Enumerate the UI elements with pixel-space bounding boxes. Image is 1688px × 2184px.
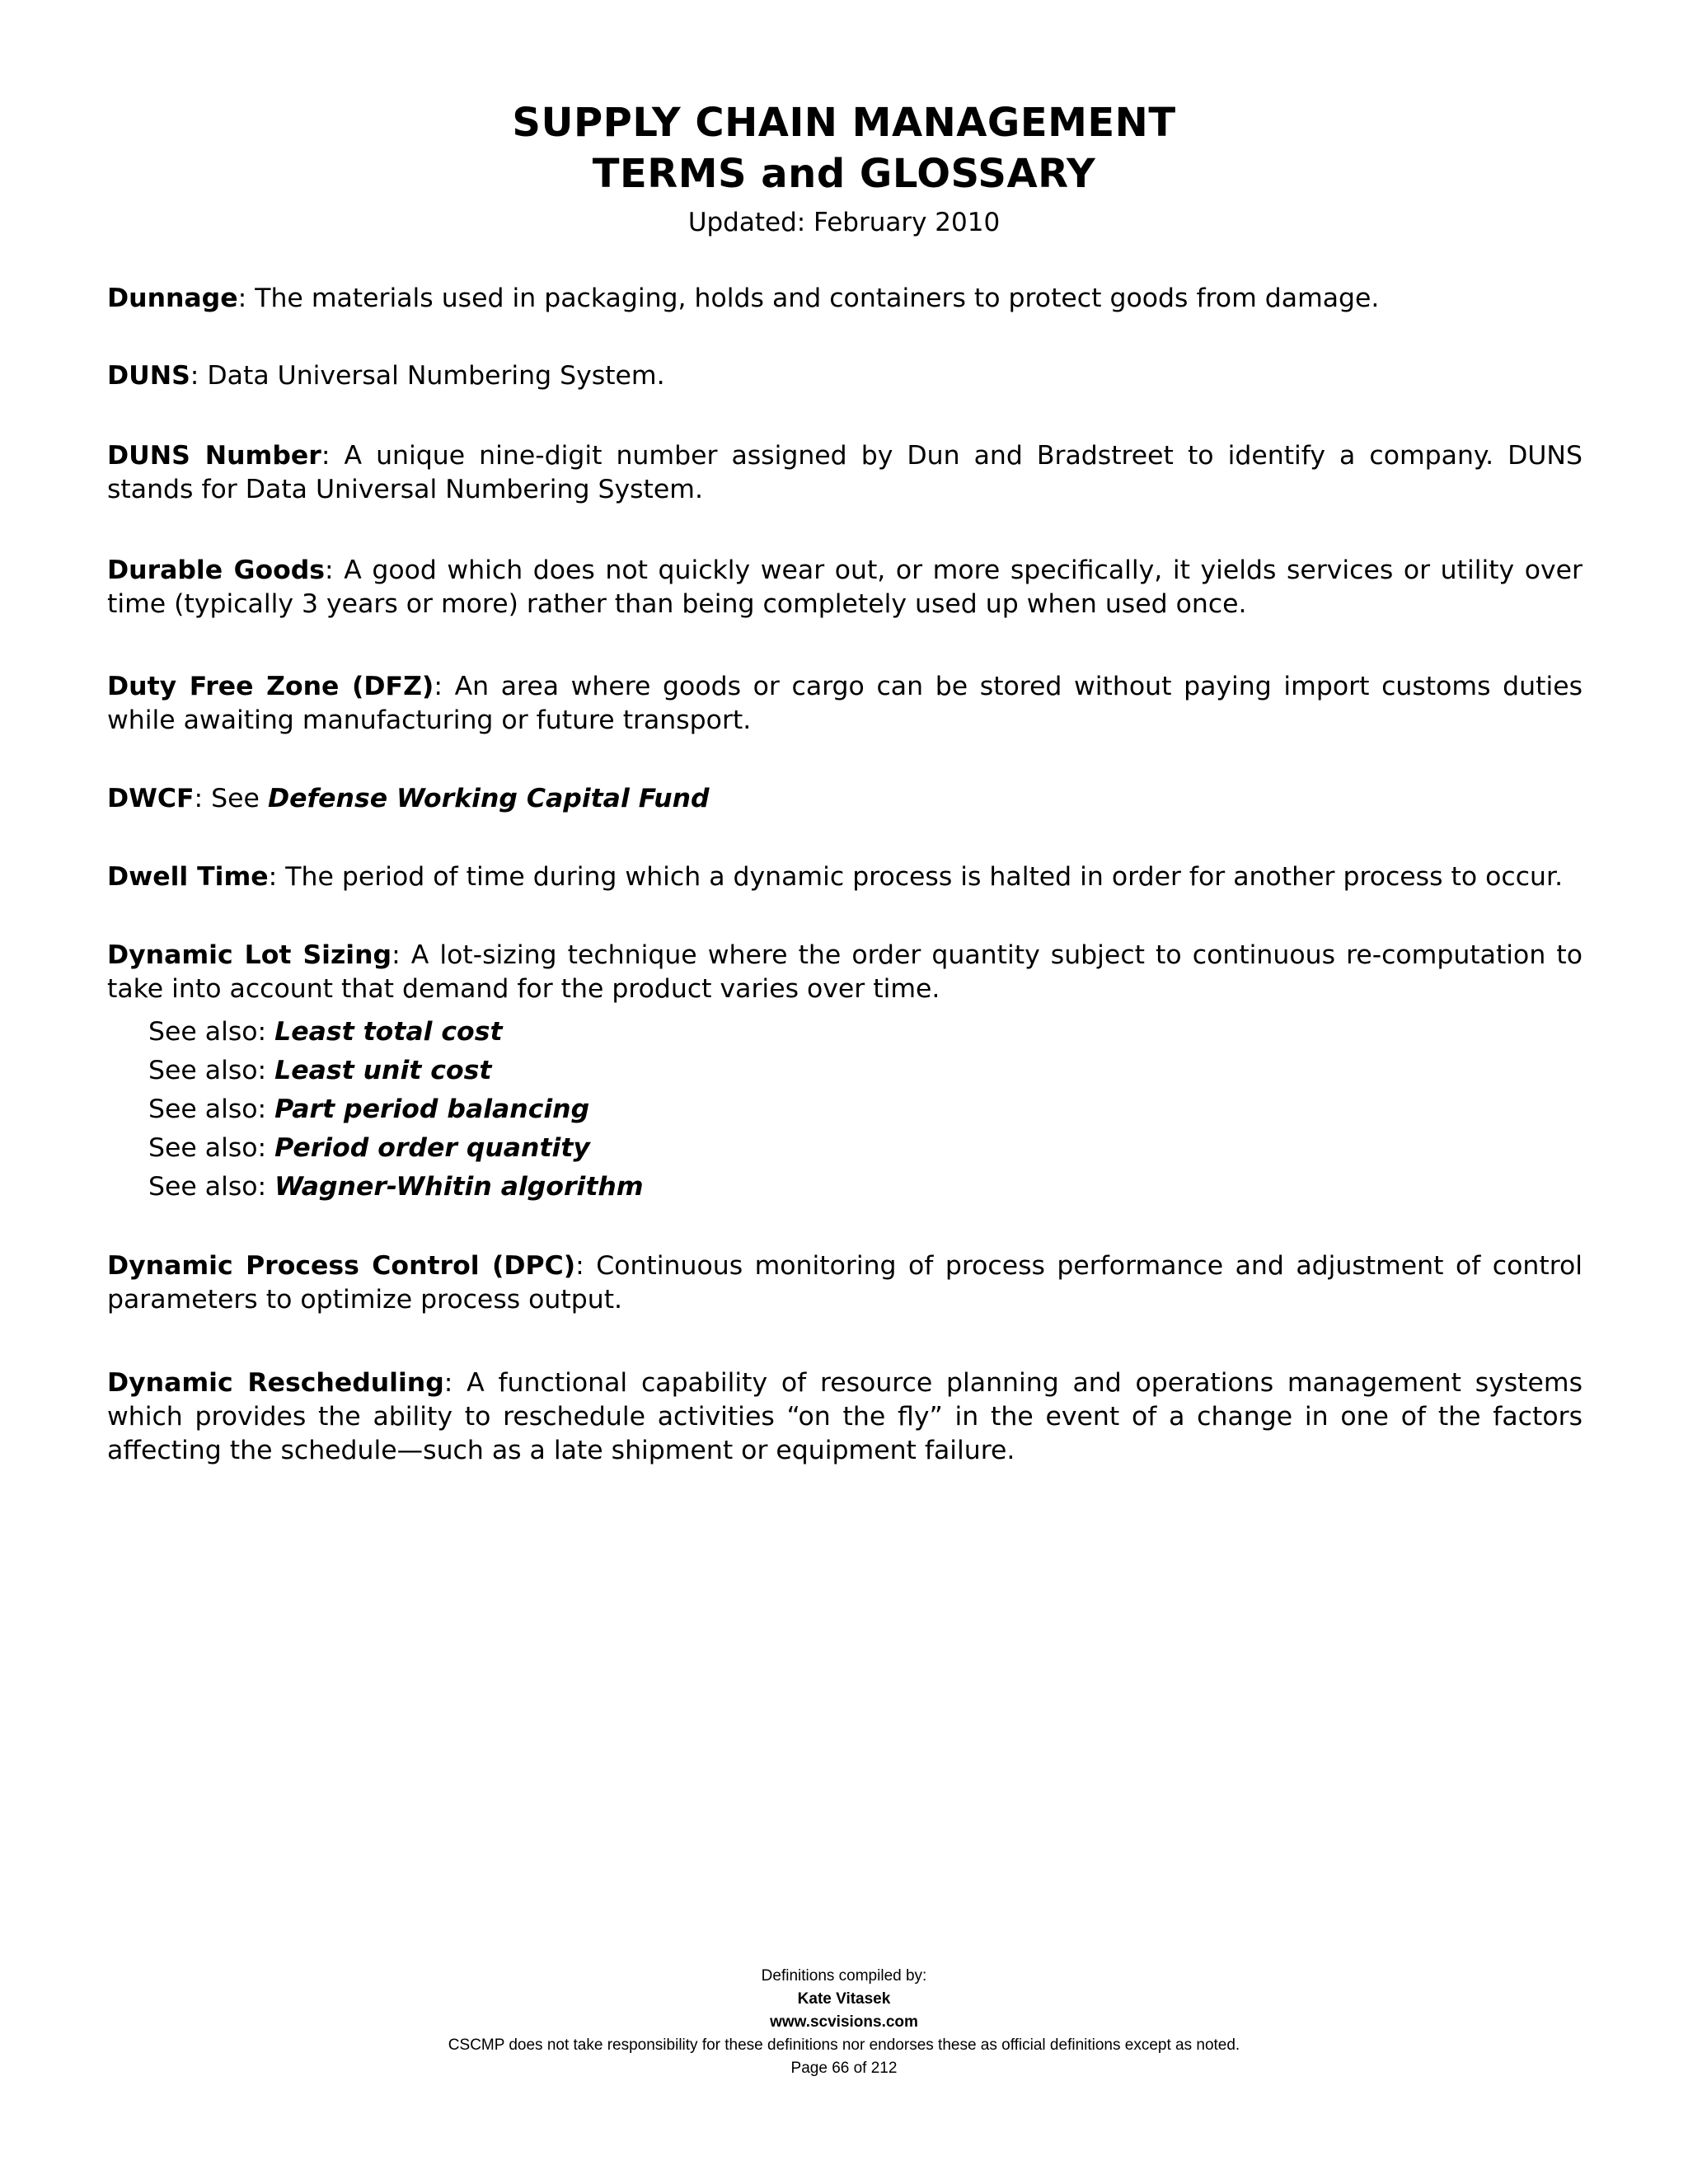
- glossary-definition: : An area where goods or cargo can be stored without paying import customs duties while awaiting manufacturing or future transport.: [107, 672, 1582, 735]
- glossary-entry: [107, 939, 1582, 1006]
- glossary-entry: [107, 1366, 1582, 1468]
- glossary-entry-with-see-also: [107, 939, 1582, 1207]
- glossary-term: Dwell Time: [107, 862, 269, 892]
- glossary-term: DUNS: [107, 361, 190, 391]
- glossary-term: Dynamic Lot Sizing: [107, 940, 392, 970]
- see-also-prefix: See also:: [148, 1133, 275, 1163]
- glossary-entry: [107, 359, 1582, 393]
- glossary-entry: [107, 554, 1582, 621]
- glossary-term: Dynamic Rescheduling: [107, 1368, 444, 1398]
- page-title-line-1: SUPPLY CHAIN MANAGEMENT: [512, 100, 1176, 146]
- glossary-entry: [107, 782, 1582, 816]
- glossary-definition: : A good which does not quickly wear out, or more specifically, it yields services or utility over time (typically 3 years or more) rather than being completely used up when used once.: [107, 555, 1582, 619]
- glossary-definition: : See: [194, 784, 268, 813]
- see-also-prefix: See also:: [148, 1056, 275, 1085]
- cross-reference-link[interactable]: Defense Working Capital Fund: [267, 784, 710, 813]
- glossary-term: Dynamic Process Control (DPC): [107, 1251, 576, 1281]
- glossary-definition: : The materials used in packaging, holds and containers to protect goods from damage.: [237, 284, 1380, 313]
- see-also-item: [148, 1168, 1582, 1207]
- glossary-definition: : A lot-sizing technique where the order quantity subject to continuous re-computation to take into account that demand for the product varies over time.: [107, 940, 1582, 1004]
- footer-disclaimer: CSCMP does not take responsibility for these definitions nor endorses these as official definitions except as noted.: [448, 2036, 1240, 2054]
- see-also-link[interactable]: Least unit cost: [274, 1056, 492, 1085]
- glossary-definition: : Continuous monitoring of process performance and adjustment of control parameters to optimize process output.: [107, 1251, 1582, 1315]
- see-also-prefix: See also:: [148, 1172, 275, 1202]
- see-also-prefix: See also:: [148, 1017, 275, 1047]
- footer-website-link[interactable]: www.scvisions.com: [770, 2013, 918, 2031]
- glossary-definition: : A functional capability of resource planning and operations management systems which provides the ability to reschedule activities “on the fly” in the event of a change in one of the factors affecting the schedule—such as a late shipment or equipment failure.: [107, 1368, 1582, 1465]
- see-also-item: [148, 1052, 1582, 1090]
- footer-author: Kate Vitasek: [797, 1990, 891, 2008]
- glossary-entry: [107, 1249, 1582, 1317]
- page-header: [0, 97, 1688, 239]
- glossary-term: Durable Goods: [107, 555, 326, 585]
- glossary-definition: : Data Universal Numbering System.: [190, 361, 665, 391]
- see-also-link[interactable]: Wagner-Whitin algorithm: [274, 1172, 644, 1202]
- see-also-list: [148, 1013, 1582, 1207]
- glossary-definition: : The period of time during which a dynamic process is halted in order for another process to occur.: [268, 862, 1564, 892]
- glossary-term: Duty Free Zone (DFZ): [107, 672, 434, 701]
- see-also-link[interactable]: Part period balancing: [274, 1094, 590, 1124]
- glossary-term: Dunnage: [107, 284, 238, 313]
- glossary-entry: [107, 282, 1582, 316]
- see-also-item: [148, 1090, 1582, 1129]
- glossary-term: DWCF: [107, 784, 195, 813]
- see-also-item: [148, 1013, 1582, 1052]
- glossary-content: [107, 282, 1582, 1468]
- glossary-definition: : A unique nine-digit number assigned by Dun and Bradstreet to identify a company. DUNS stands for Data Universal Numbering System.: [107, 441, 1582, 504]
- page-footer: [0, 1965, 1688, 2080]
- see-also-link[interactable]: Least total cost: [274, 1017, 503, 1047]
- updated-date: Updated: February 2010: [687, 208, 1001, 237]
- see-also-prefix: See also:: [148, 1094, 275, 1124]
- footer-compiled-by: Definitions compiled by:: [761, 1967, 927, 1985]
- see-also-link[interactable]: Period order quantity: [274, 1133, 590, 1163]
- glossary-entry: [107, 439, 1582, 507]
- see-also-item: [148, 1129, 1582, 1168]
- glossary-term: DUNS Number: [107, 441, 321, 471]
- glossary-entry: [107, 670, 1582, 738]
- page-title-line-2: TERMS and GLOSSARY: [592, 151, 1096, 197]
- glossary-entry: [107, 860, 1582, 894]
- page-number: Page 66 of 212: [790, 2060, 898, 2077]
